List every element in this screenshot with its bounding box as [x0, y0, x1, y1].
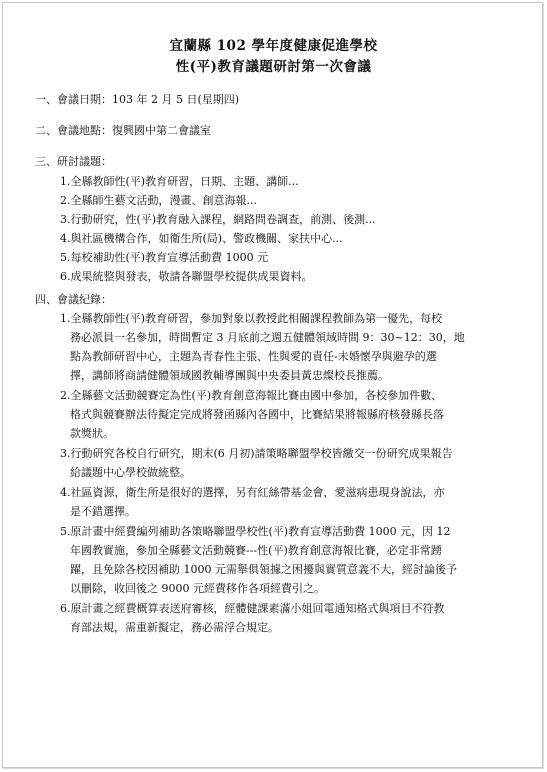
topic-item: 5.每校補助性(平)教育宣導活動費 1000 元: [60, 251, 269, 264]
record-item-1-line: 務必派員一名參加，時間暫定 3 月底前之週五健體領域時間 9：30~12：30，地: [70, 331, 465, 344]
records-heading: 四、會議紀錄：: [35, 293, 112, 306]
meeting-place: 二、會議地點：復興國中第二會議室: [35, 124, 211, 137]
record-item-5-line: 以刪除，收回後之 9000 元經費移作各項經費引之。: [70, 582, 325, 595]
record-item-2-line: 格式與競賽辦法待擬定完成將發函縣內各國中，比賽結果將報縣府核發縣長落: [70, 408, 444, 421]
topic-item: 2.全縣師生藝文活動，漫畫、創意海報...: [60, 194, 257, 207]
record-item-4-line: 4.社區資源，衛生所是很好的選擇，另有紅絲帶基金會，愛滋病患現身說法，亦: [60, 486, 445, 499]
record-item-5-line: 躍，且免除各校因補助 1000 元需舉俱領據之困擾與實質意義不大，經討論後予: [70, 563, 457, 576]
page-border: [2, 2, 543, 768]
record-item-3-line: 3.行動研究各校自行研究，期末(6 月初)請策略聯盟學校皆繳交一份研究成果報告: [60, 447, 453, 460]
record-item-1-line: 擇，講師將商請健體領域國教輔導團與中央委員黃忠燦校長推薦。: [70, 369, 389, 382]
topic-item: 3.行動研究，性(平)教育融入課程，網路問卷調查，前測、後測...: [60, 213, 376, 226]
document-title: 宜蘭縣 102 學年度健康促進學校: [169, 38, 378, 54]
record-item-6-line: 育部法規，需重新擬定，務必需浮合規定。: [70, 621, 279, 634]
record-item-1-line: 1.全縣教師性(平)教育研習，參加對象以教授此相關課程教師為第一優先，每校: [60, 312, 443, 325]
record-item-4-line: 是不錯選擇。: [70, 505, 136, 518]
record-item-6-line: 6.原計畫之經費概算表送府審核，經體健課素滿小姐回電通知格式與項目不符教: [60, 602, 445, 615]
meeting-date: 一、會議日期：103 年 2 月 5 日(星期四): [35, 93, 240, 106]
record-item-1-line: 點為教師研習中心，主題為青春性主張、性與愛的責任-未婚懷孕與避孕的選: [70, 350, 437, 363]
topic-item: 1.全縣教師性(平)教育研習，日期、主題、講師...: [60, 175, 299, 188]
topics-heading: 三、研討議題：: [35, 155, 112, 168]
topic-item: 6.成果統整與發表，敬請各聯盟學校提供成果資料。: [60, 270, 313, 283]
record-item-3-line: 給議題中心學校做統整。: [70, 466, 191, 479]
record-item-2-line: 2.全縣藝文活動競賽定為性(平)教育創意海報比賽由國中參加，各校參加件數、: [60, 389, 443, 402]
record-item-5-line: 5.原計畫中經費編列補助各策略聯盟學校性(平)教育宣導活動費 1000 元，因 12: [60, 525, 451, 538]
record-item-2-line: 款獎狀。: [70, 427, 114, 440]
topic-item: 4.與社區機構合作，如衛生所(局)、警政機關、家扶中心...: [60, 232, 343, 245]
document-subtitle: 性(平)教育議題研討第一次會議: [175, 59, 372, 75]
record-item-5-line: 年國教實施，參加全縣藝文活動競賽---性(平)教育創意海報比賽，必定非常踴: [70, 544, 442, 557]
